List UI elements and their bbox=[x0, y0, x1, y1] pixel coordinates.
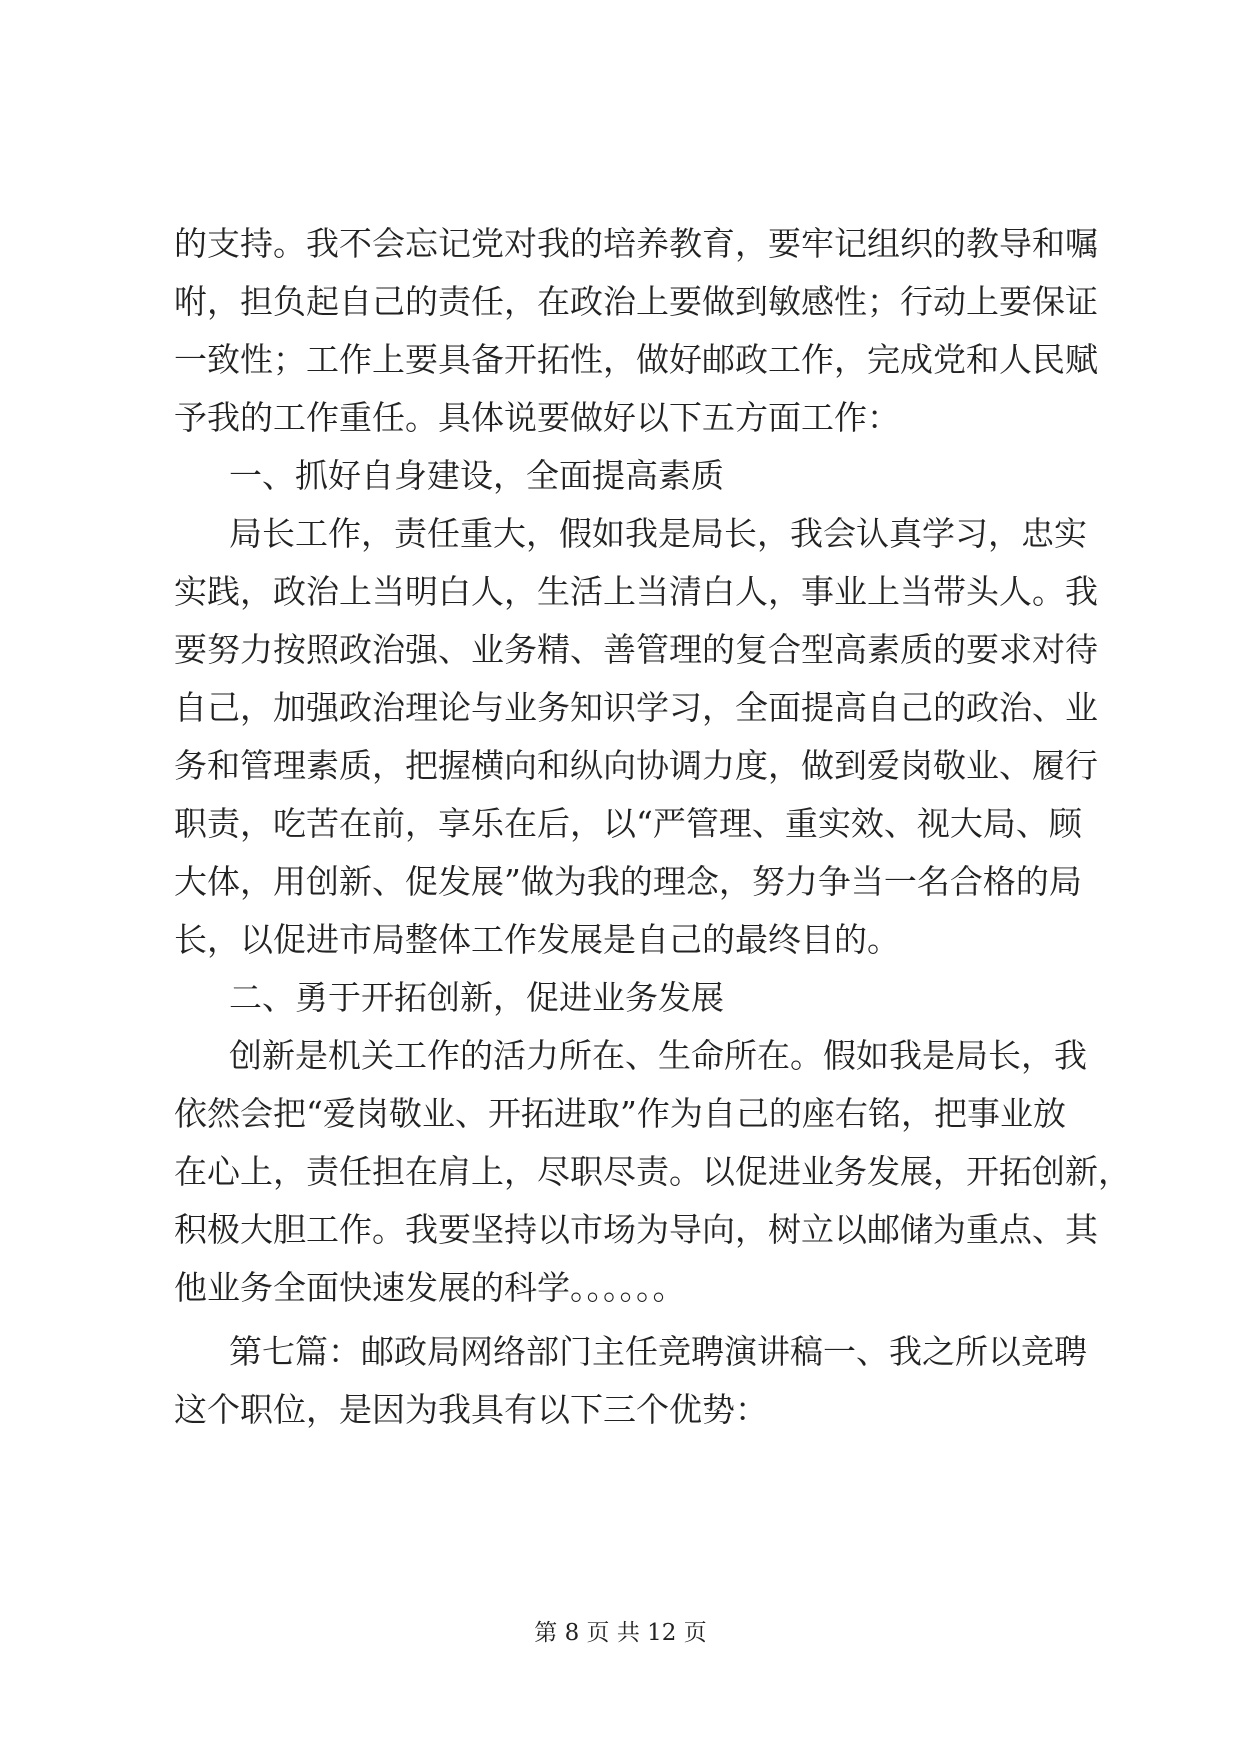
paragraph-line: 这个职位，是因为我具有以下三个优势： bbox=[174, 1390, 768, 1429]
paragraph-line: 一致性；工作上要具备开拓性，做好邮政工作，完成党和人民赋 bbox=[174, 340, 1098, 379]
page-footer: 第 8 页 共 12 页 bbox=[534, 1620, 707, 1646]
paragraph-line: 在心上，责任担在肩上，尽职尽责。以促进业务发展，开拓创新， bbox=[174, 1152, 1131, 1191]
paragraph-line: 第七篇：邮政局网络部门主任竞聘演讲稿一、我之所以竞聘 bbox=[229, 1332, 1087, 1371]
paragraph-line: 职责，吃苦在前，享乐在后，以“严管理、重实效、视大局、顾 bbox=[174, 804, 1082, 843]
paragraph-line: 长，以促进市局整体工作发展是自己的最终目的。 bbox=[174, 920, 900, 959]
paragraph-line: 积极大胆工作。我要坚持以市场为导向，树立以邮储为重点、其 bbox=[174, 1210, 1098, 1249]
section-heading: 一、抓好自身建设，全面提高素质 bbox=[229, 456, 724, 495]
paragraph-line: 依然会把“爱岗敬业、开拓进取”作为自己的座右铭，把事业放 bbox=[174, 1094, 1066, 1133]
paragraph-line: 务和管理素质，把握横向和纵向协调力度，做到爱岗敬业、履行 bbox=[174, 746, 1098, 785]
section-heading: 二、勇于开拓创新，促进业务发展 bbox=[229, 978, 724, 1017]
paragraph-line: 自己，加强政治理论与业务知识学习，全面提高自己的政治、业 bbox=[174, 688, 1098, 727]
paragraph-line: 局长工作，责任重大，假如我是局长，我会认真学习，忠实 bbox=[229, 514, 1087, 553]
paragraph-line: 大体，用创新、促发展”做为我的理念，努力争当一名合格的局 bbox=[174, 862, 1082, 901]
paragraph-line: 他业务全面快速发展的科学。。。。。。 bbox=[174, 1268, 686, 1307]
paragraph-line: 的支持。我不会忘记党对我的培养教育，要牢记组织的教导和嘱 bbox=[174, 224, 1098, 263]
paragraph-line: 实践，政治上当明白人，生活上当清白人，事业上当带头人。我 bbox=[174, 572, 1098, 611]
paragraph-line: 创新是机关工作的活力所在、生命所在。假如我是局长，我 bbox=[229, 1036, 1087, 1075]
paragraph-line: 予我的工作重任。具体说要做好以下五方面工作： bbox=[174, 398, 900, 437]
paragraph-line: 咐，担负起自己的责任，在政治上要做到敏感性；行动上要保证 bbox=[174, 282, 1098, 321]
paragraph-line: 要努力按照政治强、业务精、善管理的复合型高素质的要求对待 bbox=[174, 630, 1098, 669]
